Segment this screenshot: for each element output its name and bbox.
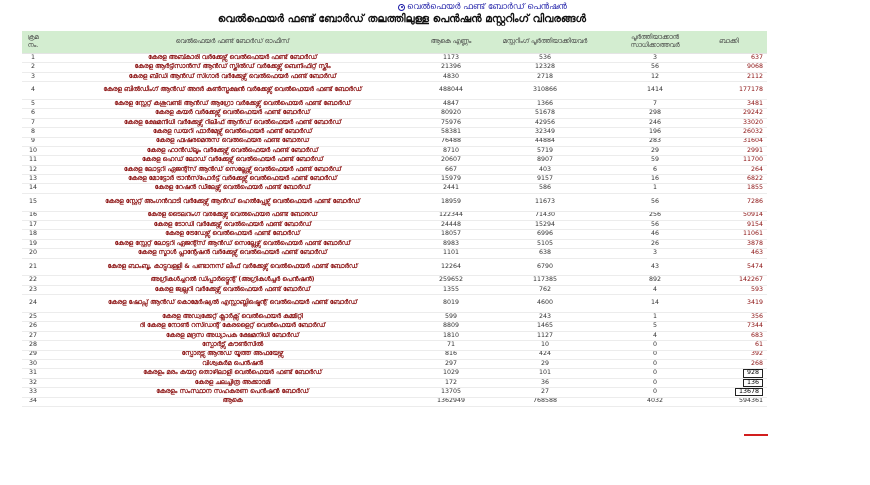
highlighted-balance: 13678 bbox=[735, 388, 763, 396]
table-row bbox=[22, 118, 767, 127]
pension-type-radio[interactable] bbox=[398, 1, 567, 13]
cell-not-completed: 56 bbox=[609, 193, 701, 211]
cell-office-name: കേരള സ്റ്റേറ്റ് ലോട്ടറി ഏജന്റ്സ് ആൻഡ് സെല്ലേഴ്സ് വെൽഫെയർ ഫണ്ട് ബോർഡ് bbox=[44, 239, 421, 248]
page-title: വെൽഫെയർ ഫണ്ട് ബോർഡ് തലത്തിലുള്ള പെൻഷൻ മസ്റ്ററിംഗ് വിവരങ്ങൾ bbox=[217, 13, 587, 25]
cell-total-count: 1810 bbox=[421, 331, 481, 340]
cell-not-completed: 0 bbox=[609, 378, 701, 387]
cell-not-completed: 1 bbox=[609, 184, 701, 193]
cell-balance: 3419 bbox=[701, 295, 767, 313]
cell-serial-no: 4 bbox=[22, 82, 44, 100]
cell-balance: 11700 bbox=[701, 156, 767, 165]
cell-not-completed: 3 bbox=[609, 54, 701, 63]
cell-balance: 3481 bbox=[701, 99, 767, 108]
cell-balance: 5474 bbox=[701, 258, 767, 276]
table-row bbox=[22, 109, 767, 118]
cell-completed: 6996 bbox=[481, 230, 609, 239]
cell-balance: 142267 bbox=[701, 276, 767, 285]
cell-not-completed: 283 bbox=[609, 137, 701, 146]
cell-total-count: 8019 bbox=[421, 295, 481, 313]
cell-serial-no: 34 bbox=[22, 397, 44, 406]
cell-total-count: 4847 bbox=[421, 99, 481, 108]
cell-office-name: കേരള ബാംബൂ, കാട്ടുവള്ളി & പണ്ടാനസ് ലീഫ് വർക്കേഴ്സ് വെൽഫെയർ ഫണ്ട് ബോർഡ് bbox=[44, 258, 421, 276]
cell-total-count: 21396 bbox=[421, 63, 481, 72]
cell-office-name: കേരള ഫിഷർമെൻസ് വെൽഫെയർ ഫണ്ട് ബോർഡ് bbox=[44, 137, 421, 146]
cell-balance: 392 bbox=[701, 350, 767, 359]
table-row bbox=[22, 146, 767, 155]
cell-total-count: 1355 bbox=[421, 285, 481, 294]
cell-completed: 243 bbox=[481, 313, 609, 322]
cell-total-count: 1362949 bbox=[421, 397, 481, 406]
cell-completed: 424 bbox=[481, 350, 609, 359]
cell-office-name: കേരള ട്രേഡേഴ്സ് വെൽഫെയർ ഫണ്ട് ബോർഡ് bbox=[44, 230, 421, 239]
cell-balance: 26032 bbox=[701, 128, 767, 137]
cell-office-name: കേരള അബ്കാരി വർക്കേഴ്സ് വെൽഫെയർ ഫണ്ട് ബോർഡ് bbox=[44, 54, 421, 63]
cell-not-completed: 56 bbox=[609, 221, 701, 230]
cell-balance: 11061 bbox=[701, 230, 767, 239]
table-row bbox=[22, 285, 767, 294]
table-row bbox=[22, 388, 767, 397]
cell-office-name: കേരള സ്മാൾ പ്ലാന്റേഷൻ വർക്കേഴ്സ് വെൽഫെയർ ഫണ്ട് ബോർഡ് bbox=[44, 249, 421, 258]
cell-not-completed: 0 bbox=[609, 359, 701, 368]
cell-serial-no: 30 bbox=[22, 359, 44, 368]
radio-label: വെൽഫെയർ ഫണ്ട് ബോർഡ് പെൻഷൻ bbox=[407, 2, 567, 12]
cell-balance: 594361 bbox=[701, 397, 767, 406]
cell-office-name: കേരള ഹാൻഡ്‌ലൂം വർക്കേഴ്സ് വെൽഫെയർ ഫണ്ട് ബോർഡ് bbox=[44, 146, 421, 155]
cell-not-completed: 0 bbox=[609, 369, 701, 378]
cell-completed: 101 bbox=[481, 369, 609, 378]
header-office: വെൽഫെയർ ഫണ്ട് ബോർഡ് ഓഫീസ് bbox=[44, 31, 421, 54]
cell-office-name: കേരള റേഷൻ ഡീലേഴ്സ് വെൽഫെയർ ഫണ്ട് ബോർഡ് bbox=[44, 184, 421, 193]
cell-balance: 2991 bbox=[701, 146, 767, 155]
cell-office-name: കേരള ഹെഡ് ലോഡ് വർക്കേഴ്സ് വെൽഫെയർ ഫണ്ട് ബോർഡ് bbox=[44, 156, 421, 165]
cell-balance bbox=[701, 369, 767, 378]
cell-serial-no: 29 bbox=[22, 350, 44, 359]
table-total-row bbox=[22, 397, 767, 406]
cell-serial-no: 17 bbox=[22, 221, 44, 230]
cell-completed: 1366 bbox=[481, 99, 609, 108]
cell-balance: 61 bbox=[701, 341, 767, 350]
cell-office-name: കേരള കയർ വർക്കേഴ്സ് വെൽഫെയർ ഫണ്ട് ബോർഡ് bbox=[44, 109, 421, 118]
cell-completed: 586 bbox=[481, 184, 609, 193]
mustering-table bbox=[22, 31, 767, 407]
cell-completed: 15294 bbox=[481, 221, 609, 230]
cell-total-count: 13705 bbox=[421, 388, 481, 397]
cell-completed: 117385 bbox=[481, 276, 609, 285]
cell-office-name: കേരള ടൈലറിംഗ് വർക്കേഴ്സ് വെൽഫെയർ ഫണ്ട് ബോർഡ് bbox=[44, 211, 421, 220]
cell-completed: 4600 bbox=[481, 295, 609, 313]
table-row bbox=[22, 258, 767, 276]
cell-serial-no: 19 bbox=[22, 239, 44, 248]
table-row bbox=[22, 331, 767, 340]
table-row bbox=[22, 72, 767, 81]
cell-office-name: കേരള സ്റ്റേറ്റ് കശുവണ്ടി ആൻഡ് ആഗ്രോ വർക്കേഴ്സ് വെൽഫെയർ ഫണ്ട് ബോർഡ് bbox=[44, 99, 421, 108]
cell-total-count: 58381 bbox=[421, 128, 481, 137]
cell-total-count: 667 bbox=[421, 165, 481, 174]
cell-office-name: കേരള ഷോപ്സ് ആൻഡ് കൊമേർഷ്യൽ എസ്റ്റാബ്ലിഷ്മെന്റ് വെൽഫെയർ ഫണ്ട് ബോർഡ് bbox=[44, 295, 421, 313]
cell-serial-no: 28 bbox=[22, 341, 44, 350]
cell-serial-no: 3 bbox=[22, 72, 44, 81]
cell-not-completed: 29 bbox=[609, 146, 701, 155]
cell-serial-no: 12 bbox=[22, 165, 44, 174]
header-total-count: ആകെ എണ്ണം bbox=[421, 31, 481, 54]
cell-total-count: 75976 bbox=[421, 118, 481, 127]
cell-completed: 1465 bbox=[481, 322, 609, 331]
cell-balance bbox=[701, 378, 767, 387]
cell-serial-no: 11 bbox=[22, 156, 44, 165]
table-row bbox=[22, 99, 767, 108]
cell-not-completed: 256 bbox=[609, 211, 701, 220]
header-serial-no: ക്രമ നം. bbox=[22, 31, 44, 54]
radio-selected-icon[interactable] bbox=[398, 4, 405, 11]
cell-office-name: കേരള മോട്ടോർ ട്രാൻസ്‌പോർട്ട് വർക്കേഴ്സ് വെൽഫെയർ ഫണ്ട് ബോർഡ് bbox=[44, 175, 421, 184]
cell-not-completed: 56 bbox=[609, 63, 701, 72]
table-row bbox=[22, 128, 767, 137]
cell-completed: 27 bbox=[481, 388, 609, 397]
table-row bbox=[22, 165, 767, 174]
cell-office-name: കേരള മദ്രസ അധ്യാപക ക്ഷേമനിധി ബോർഡ് bbox=[44, 331, 421, 340]
table-row bbox=[22, 341, 767, 350]
cell-completed: 9157 bbox=[481, 175, 609, 184]
cell-total-count: 8809 bbox=[421, 322, 481, 331]
cell-not-completed: 0 bbox=[609, 388, 701, 397]
cell-completed: 10 bbox=[481, 341, 609, 350]
cell-serial-no: 9 bbox=[22, 137, 44, 146]
cell-total-count: 599 bbox=[421, 313, 481, 322]
cell-balance: 356 bbox=[701, 313, 767, 322]
cell-not-completed: 26 bbox=[609, 239, 701, 248]
cell-office-name: കേരള ലോട്ടറി ഏജന്റ്സ് ആൻഡ് സെല്ലേഴ്സ് വെൽഫെയർ ഫണ്ട് ബോർഡ് bbox=[44, 165, 421, 174]
table-row bbox=[22, 359, 767, 368]
cell-serial-no: 21 bbox=[22, 258, 44, 276]
cell-balance: 177178 bbox=[701, 82, 767, 100]
table-row bbox=[22, 137, 767, 146]
cell-completed: 5105 bbox=[481, 239, 609, 248]
cell-not-completed: 6 bbox=[609, 165, 701, 174]
cell-total-count: 76488 bbox=[421, 137, 481, 146]
table-row bbox=[22, 322, 767, 331]
cell-total-count: 1173 bbox=[421, 54, 481, 63]
cell-not-completed: 246 bbox=[609, 118, 701, 127]
table-row bbox=[22, 378, 767, 387]
header-balance: ബാക്കി bbox=[701, 31, 767, 54]
cell-serial-no: 25 bbox=[22, 313, 44, 322]
table-row bbox=[22, 249, 767, 258]
cell-not-completed: 12 bbox=[609, 72, 701, 81]
cell-total-count: 2441 bbox=[421, 184, 481, 193]
cell-balance: 593 bbox=[701, 285, 767, 294]
cell-total-count: 18959 bbox=[421, 193, 481, 211]
cell-balance: 3878 bbox=[701, 239, 767, 248]
table-row bbox=[22, 350, 767, 359]
cell-serial-no: 22 bbox=[22, 276, 44, 285]
table-header-row bbox=[22, 31, 767, 54]
table-row bbox=[22, 63, 767, 72]
cell-completed: 310866 bbox=[481, 82, 609, 100]
cell-total-count: 71 bbox=[421, 341, 481, 350]
cell-total-count: 297 bbox=[421, 359, 481, 368]
cell-total-count: 15979 bbox=[421, 175, 481, 184]
cell-completed: 762 bbox=[481, 285, 609, 294]
cell-total-count: 122344 bbox=[421, 211, 481, 220]
cell-balance: 50914 bbox=[701, 211, 767, 220]
cell-office-name: കേരള ആർട്ടിസാൻസ് ആൻഡ് സ്കിൽഡ് വർക്കേഴ്സ് ബെനിഫിറ്റ് സ്കീം bbox=[44, 63, 421, 72]
red-underline-mark bbox=[744, 434, 768, 436]
cell-total-count: 488044 bbox=[421, 82, 481, 100]
cell-office-name: കേരള സ്റ്റേറ്റ് അംഗൻവാടി വർക്കേഴ്സ് ആൻഡ് ഹെൽപ്പേഴ്സ് വെൽഫെയർ ഫണ്ട് ബോർഡ് bbox=[44, 193, 421, 211]
cell-serial-no: 6 bbox=[22, 109, 44, 118]
header-not-completed: പൂർത്തിയാക്കാൻ സാധിക്കാത്തവർ bbox=[609, 31, 701, 54]
cell-office-name: കേരള ക്ഷേമനിധി വർക്കേഴ്സ് റിലീഫ് ആൻഡ് വെൽഫെയർ ഫണ്ട് ബോർഡ് bbox=[44, 118, 421, 127]
cell-not-completed: 46 bbox=[609, 230, 701, 239]
cell-balance: 31604 bbox=[701, 137, 767, 146]
cell-balance: 1855 bbox=[701, 184, 767, 193]
cell-completed: 71430 bbox=[481, 211, 609, 220]
table-row bbox=[22, 156, 767, 165]
cell-total-count: 24448 bbox=[421, 221, 481, 230]
cell-serial-no: 15 bbox=[22, 193, 44, 211]
table-row bbox=[22, 369, 767, 378]
table-body bbox=[22, 54, 767, 407]
cell-balance: 9154 bbox=[701, 221, 767, 230]
cell-serial-no: 26 bbox=[22, 322, 44, 331]
cell-not-completed: 0 bbox=[609, 341, 701, 350]
cell-office-name: കേരള അഡ്വക്കേറ്റ് ക്ലാർക്സ് വെൽഫെയർ കമ്മിറ്റി bbox=[44, 313, 421, 322]
cell-total-count: 18057 bbox=[421, 230, 481, 239]
cell-office-name: കേരള ബീഡി ആൻഡ് സിഗാർ വർക്കേഴ്സ് വെൽഫെയർ ഫണ്ട് ബോർഡ് bbox=[44, 72, 421, 81]
cell-completed: 29 bbox=[481, 359, 609, 368]
cell-not-completed: 43 bbox=[609, 258, 701, 276]
cell-completed: 42956 bbox=[481, 118, 609, 127]
cell-balance: 637 bbox=[701, 54, 767, 63]
cell-total-count: 259652 bbox=[421, 276, 481, 285]
cell-completed: 12328 bbox=[481, 63, 609, 72]
cell-balance: 6822 bbox=[701, 175, 767, 184]
cell-not-completed: 1 bbox=[609, 313, 701, 322]
cell-balance: 268 bbox=[701, 359, 767, 368]
cell-not-completed: 4032 bbox=[609, 397, 701, 406]
cell-balance: 463 bbox=[701, 249, 767, 258]
cell-total-count: 12264 bbox=[421, 258, 481, 276]
cell-not-completed: 298 bbox=[609, 109, 701, 118]
cell-not-completed: 4 bbox=[609, 331, 701, 340]
cell-serial-no: 31 bbox=[22, 369, 44, 378]
highlighted-balance: 928 bbox=[743, 369, 763, 377]
cell-office-name: അഗ്രികൾച്ചറൽ ഡിപ്പാർട്ട്മെന്റ് (അഗ്രികൾച്ചർ പെൻഷൻ) bbox=[44, 276, 421, 285]
cell-office-name: കേരള ചലച്ചിത്ര അക്കാദമി bbox=[44, 378, 421, 387]
cell-not-completed: 7 bbox=[609, 99, 701, 108]
cell-total-count: 1101 bbox=[421, 249, 481, 258]
cell-total-count: 8710 bbox=[421, 146, 481, 155]
cell-balance: 9068 bbox=[701, 63, 767, 72]
cell-office-name: കേരള ബിൽഡിംഗ് ആൻഡ് അദർ കൺസ്ട്രക്ഷൻ വർക്കേഴ്സ് വെൽഫെയർ ഫണ്ട് ബോർഡ് bbox=[44, 82, 421, 100]
cell-not-completed: 3 bbox=[609, 249, 701, 258]
cell-office-name: കേരള ഡയറി ഫാർമേഴ്സ് വെൽഫെയർ ഫണ്ട് ബോർഡ് bbox=[44, 128, 421, 137]
cell-office-name: സ്പോർട്സ് കൗൺസിൽ bbox=[44, 341, 421, 350]
cell-serial-no: 18 bbox=[22, 230, 44, 239]
cell-not-completed: 16 bbox=[609, 175, 701, 184]
cell-total-count: 4830 bbox=[421, 72, 481, 81]
cell-not-completed: 0 bbox=[609, 350, 701, 359]
cell-serial-no: 14 bbox=[22, 184, 44, 193]
cell-office-name: കേരളം മരം കയറ്റ തൊഴിലാളി വെൽഫെയർ ഫണ്ട് ബോർഡ് bbox=[44, 369, 421, 378]
table-row bbox=[22, 276, 767, 285]
table-row bbox=[22, 184, 767, 193]
cell-office-name: ദി കേരള നോൺ റസിഡന്റ് കേരളൈറ്റ് വെൽഫെയർ ബോർഡ് bbox=[44, 322, 421, 331]
cell-serial-no: 20 bbox=[22, 249, 44, 258]
cell-balance bbox=[701, 388, 767, 397]
table-row bbox=[22, 82, 767, 100]
cell-serial-no: 32 bbox=[22, 378, 44, 387]
cell-serial-no: 24 bbox=[22, 295, 44, 313]
cell-not-completed: 59 bbox=[609, 156, 701, 165]
cell-serial-no: 5 bbox=[22, 99, 44, 108]
table-row bbox=[22, 193, 767, 211]
cell-office-name: സ്പോർട്സ് ആൻഡ് യൂത്ത് അഫയേഴ്സ് bbox=[44, 350, 421, 359]
cell-completed: 6790 bbox=[481, 258, 609, 276]
cell-balance: 683 bbox=[701, 331, 767, 340]
cell-serial-no: 16 bbox=[22, 211, 44, 220]
cell-office-name: കേരള ടോഡി വർക്കേഴ്സ് വെൽഫെയർ ഫണ്ട് ബോർഡ് bbox=[44, 221, 421, 230]
table-row bbox=[22, 239, 767, 248]
cell-total-count: 172 bbox=[421, 378, 481, 387]
cell-completed: 403 bbox=[481, 165, 609, 174]
cell-total-count: 80920 bbox=[421, 109, 481, 118]
cell-balance: 7286 bbox=[701, 193, 767, 211]
cell-completed: 36 bbox=[481, 378, 609, 387]
table-row bbox=[22, 211, 767, 220]
cell-not-completed: 4 bbox=[609, 285, 701, 294]
cell-completed: 8907 bbox=[481, 156, 609, 165]
cell-balance: 33020 bbox=[701, 118, 767, 127]
cell-balance: 7344 bbox=[701, 322, 767, 331]
cell-completed: 2718 bbox=[481, 72, 609, 81]
cell-total-count: 20607 bbox=[421, 156, 481, 165]
table-row bbox=[22, 175, 767, 184]
cell-balance: 2112 bbox=[701, 72, 767, 81]
cell-not-completed: 892 bbox=[609, 276, 701, 285]
cell-balance: 29242 bbox=[701, 109, 767, 118]
cell-serial-no: 1 bbox=[22, 54, 44, 63]
cell-completed: 11673 bbox=[481, 193, 609, 211]
table-row bbox=[22, 221, 767, 230]
cell-total-count: 8983 bbox=[421, 239, 481, 248]
cell-serial-no: 10 bbox=[22, 146, 44, 155]
cell-serial-no: 2 bbox=[22, 63, 44, 72]
cell-not-completed: 196 bbox=[609, 128, 701, 137]
cell-office-name: വിശ്വകർമ പെൻഷൻ bbox=[44, 359, 421, 368]
cell-serial-no: 13 bbox=[22, 175, 44, 184]
cell-completed: 44884 bbox=[481, 137, 609, 146]
cell-completed: 768588 bbox=[481, 397, 609, 406]
cell-office-name: കേരള ജ്വല്ലറി വർക്കേഴ്സ് വെൽഫെയർ ഫണ്ട് ബോർഡ് bbox=[44, 285, 421, 294]
table-row bbox=[22, 54, 767, 63]
cell-serial-no: 8 bbox=[22, 128, 44, 137]
cell-not-completed: 1414 bbox=[609, 82, 701, 100]
cell-serial-no: 27 bbox=[22, 331, 44, 340]
cell-serial-no: 33 bbox=[22, 388, 44, 397]
cell-completed: 536 bbox=[481, 54, 609, 63]
cell-balance: 264 bbox=[701, 165, 767, 174]
table-row bbox=[22, 313, 767, 322]
cell-completed: 638 bbox=[481, 249, 609, 258]
table-row bbox=[22, 295, 767, 313]
cell-not-completed: 5 bbox=[609, 322, 701, 331]
cell-total-count: 1029 bbox=[421, 369, 481, 378]
cell-office-name: ആകെ bbox=[44, 397, 421, 406]
cell-completed: 5719 bbox=[481, 146, 609, 155]
cell-completed: 51678 bbox=[481, 109, 609, 118]
cell-office-name: കേരളം സംസ്ഥാന സഹകരണ പെൻഷൻ ബോർഡ് bbox=[44, 388, 421, 397]
header-completed: മസ്റ്ററിംഗ് പൂർത്തിയാക്കിയവർ bbox=[481, 31, 609, 54]
table-row bbox=[22, 230, 767, 239]
cell-serial-no: 23 bbox=[22, 285, 44, 294]
cell-total-count: 816 bbox=[421, 350, 481, 359]
cell-serial-no: 7 bbox=[22, 118, 44, 127]
cell-completed: 32349 bbox=[481, 128, 609, 137]
cell-completed: 1127 bbox=[481, 331, 609, 340]
cell-not-completed: 14 bbox=[609, 295, 701, 313]
highlighted-balance: 136 bbox=[743, 379, 763, 387]
